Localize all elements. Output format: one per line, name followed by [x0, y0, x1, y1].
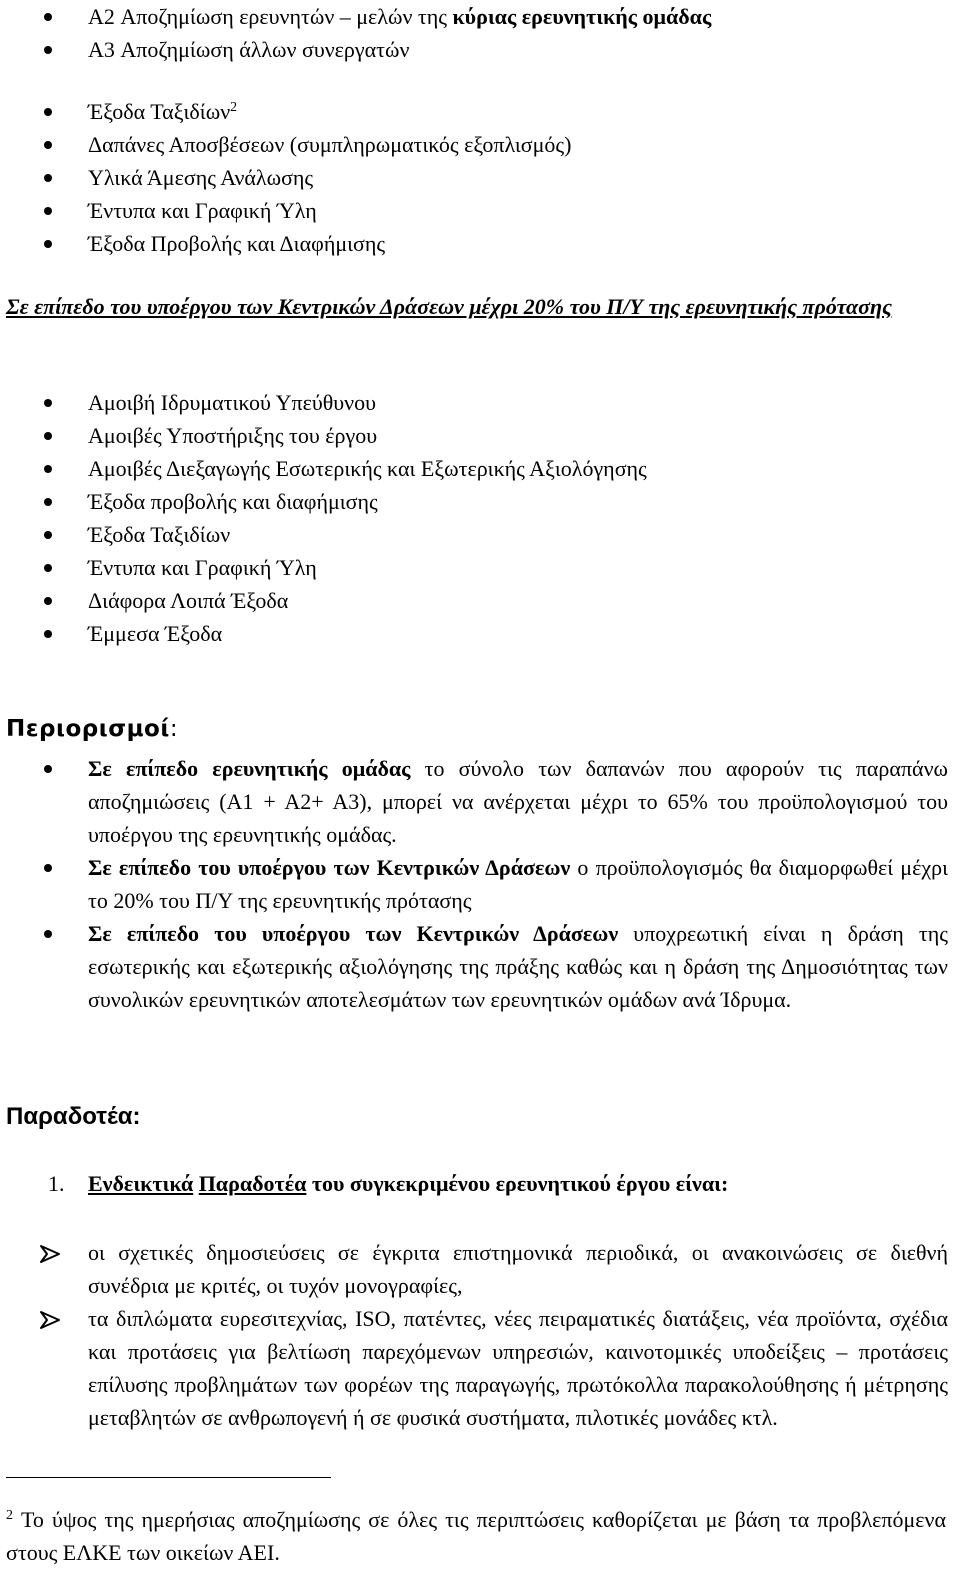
deliverables-heading: Παραδοτέα: — [6, 1103, 141, 1130]
list-item: Έξοδα Ταξιδίων — [0, 518, 960, 551]
arrow-bullet-icon — [38, 1310, 62, 1330]
arrow-bullet-icon — [38, 1244, 62, 1264]
compensation-list — [0, 0, 960, 66]
restrictions-heading: Περιορισμοί: — [6, 716, 179, 742]
restrictions-list — [0, 752, 960, 1016]
list-item: Σε επίπεδο ερευνητικής ομάδας το σύνολο των δαπανών που αφορούν τις παραπάνω αποζημιώσεις (Α1 + Α2+ Α3), μπορεί να ανέρχεται μέχρι το 65% του προϋπολογισμού του υποέργου της ερευνητικής ομάδας. — [0, 752, 960, 851]
list-item: Σε επίπεδο του υποέργου των Κεντρικών Δράσεων υποχρεωτική είναι η δράση της εσωτερικής και εξωτερικής αξιολόγησης της πράξης καθώς και η δράση της Δημοσιότητας των συνολικών ερευνητικών αποτελεσμάτων των ερευνητικών ομάδων ανά Ίδρυμα. — [0, 917, 960, 1016]
central-actions-list — [0, 386, 960, 650]
list-item: οι σχετικές δημοσιεύσεις σε έγκριτα επιστημονικά περιοδικά, οι ανακοινώσεις σε διεθνή συνέδρια με κριτές, οι τυχόν μονογραφίες, — [0, 1236, 960, 1302]
footnote-separator — [6, 1477, 331, 1478]
list-item: Σε επίπεδο του υποέργου των Κεντρικών Δράσεων ο προϋπολογισμός θα διαμορφωθεί μέχρι το 20% του Π/Υ της ερευνητικής πρότασης — [0, 851, 960, 917]
list-item: Έντυπα και Γραφική Ύλη — [0, 194, 960, 227]
list-item: Διάφορα Λοιπά Έξοδα — [0, 584, 960, 617]
list-item: Αμοιβές Υποστήριξης του έργου — [0, 419, 960, 452]
list-item: Έξοδα Ταξιδίων$^2$ — [0, 95, 960, 128]
footnote: $^2$ Το ύψος της ημερήσιας αποζημίωσης σε όλες τις περιπτώσεις καθορίζεται με βάση τα προβλεπόμενα στους ΕΛΚΕ των οικείων ΑΕΙ. — [6, 1507, 946, 1565]
list-item: Δαπάνες Αποσβέσεων (συμπληρωματικός εξοπλισμός) — [0, 128, 960, 161]
list-item: Έμμεσα Έξοδα — [0, 617, 960, 650]
expenses-list — [0, 95, 960, 260]
list-item: Αμοιβές Διεξαγωγής Εσωτερικής και Εξωτερικής Αξιολόγησης — [0, 452, 960, 485]
footnote-reference[interactable]: 2 — [230, 100, 238, 115]
list-item: Έξοδα προβολής και διαφήμισης — [0, 485, 960, 518]
list-item: Έντυπα και Γραφική Ύλη — [0, 551, 960, 584]
list-item: τα διπλώματα ευρεσιτεχνίας, ISO, πατέντες, νέες πειραματικές διατάξεις, νέα προϊόντα, σχέδια και προτάσεις για βελτίωση παρεχόμενων υπηρεσιών, καινοτομικές υποδείξεις – προτάσεις επίλυσης προβλημάτων των φορέων της παραγωγής, πρωτόκολλα παρακολούθησης ή μέτρησης μεταβλητών σε ανθρωπογενή ή σε φυσικά συστήματα, πιλοτικές μονάδες κτλ. — [0, 1302, 960, 1434]
list-item: Έξοδα Προβολής και Διαφήμισης — [0, 227, 960, 260]
list-item: A3 Αποζημίωση άλλων συνεργατών — [0, 33, 960, 66]
footnote-marker: 2 — [6, 1508, 13, 1523]
list-item: Υλικά Άμεσης Ανάλωσης — [0, 161, 960, 194]
list-item: Αμοιβή Ιδρυματικού Υπεύθυνου — [0, 386, 960, 419]
central-actions-subheading: Σε επίπεδο του υποέργου των Κεντρικών Δράσεων μέχρι 20% του Π/Υ της ερευνητικής πρότασης — [6, 294, 892, 319]
deliverables-numbered-item: 1. Ενδεικτικά Παραδοτέα του συγκεκριμένου ερευνητικού έργου είναι: — [48, 1171, 729, 1196]
list-item: A2 Αποζημίωση ερευνητών – μελών της κύριας ερευνητικής ομάδας — [0, 0, 960, 33]
deliverables-list — [0, 1236, 960, 1434]
